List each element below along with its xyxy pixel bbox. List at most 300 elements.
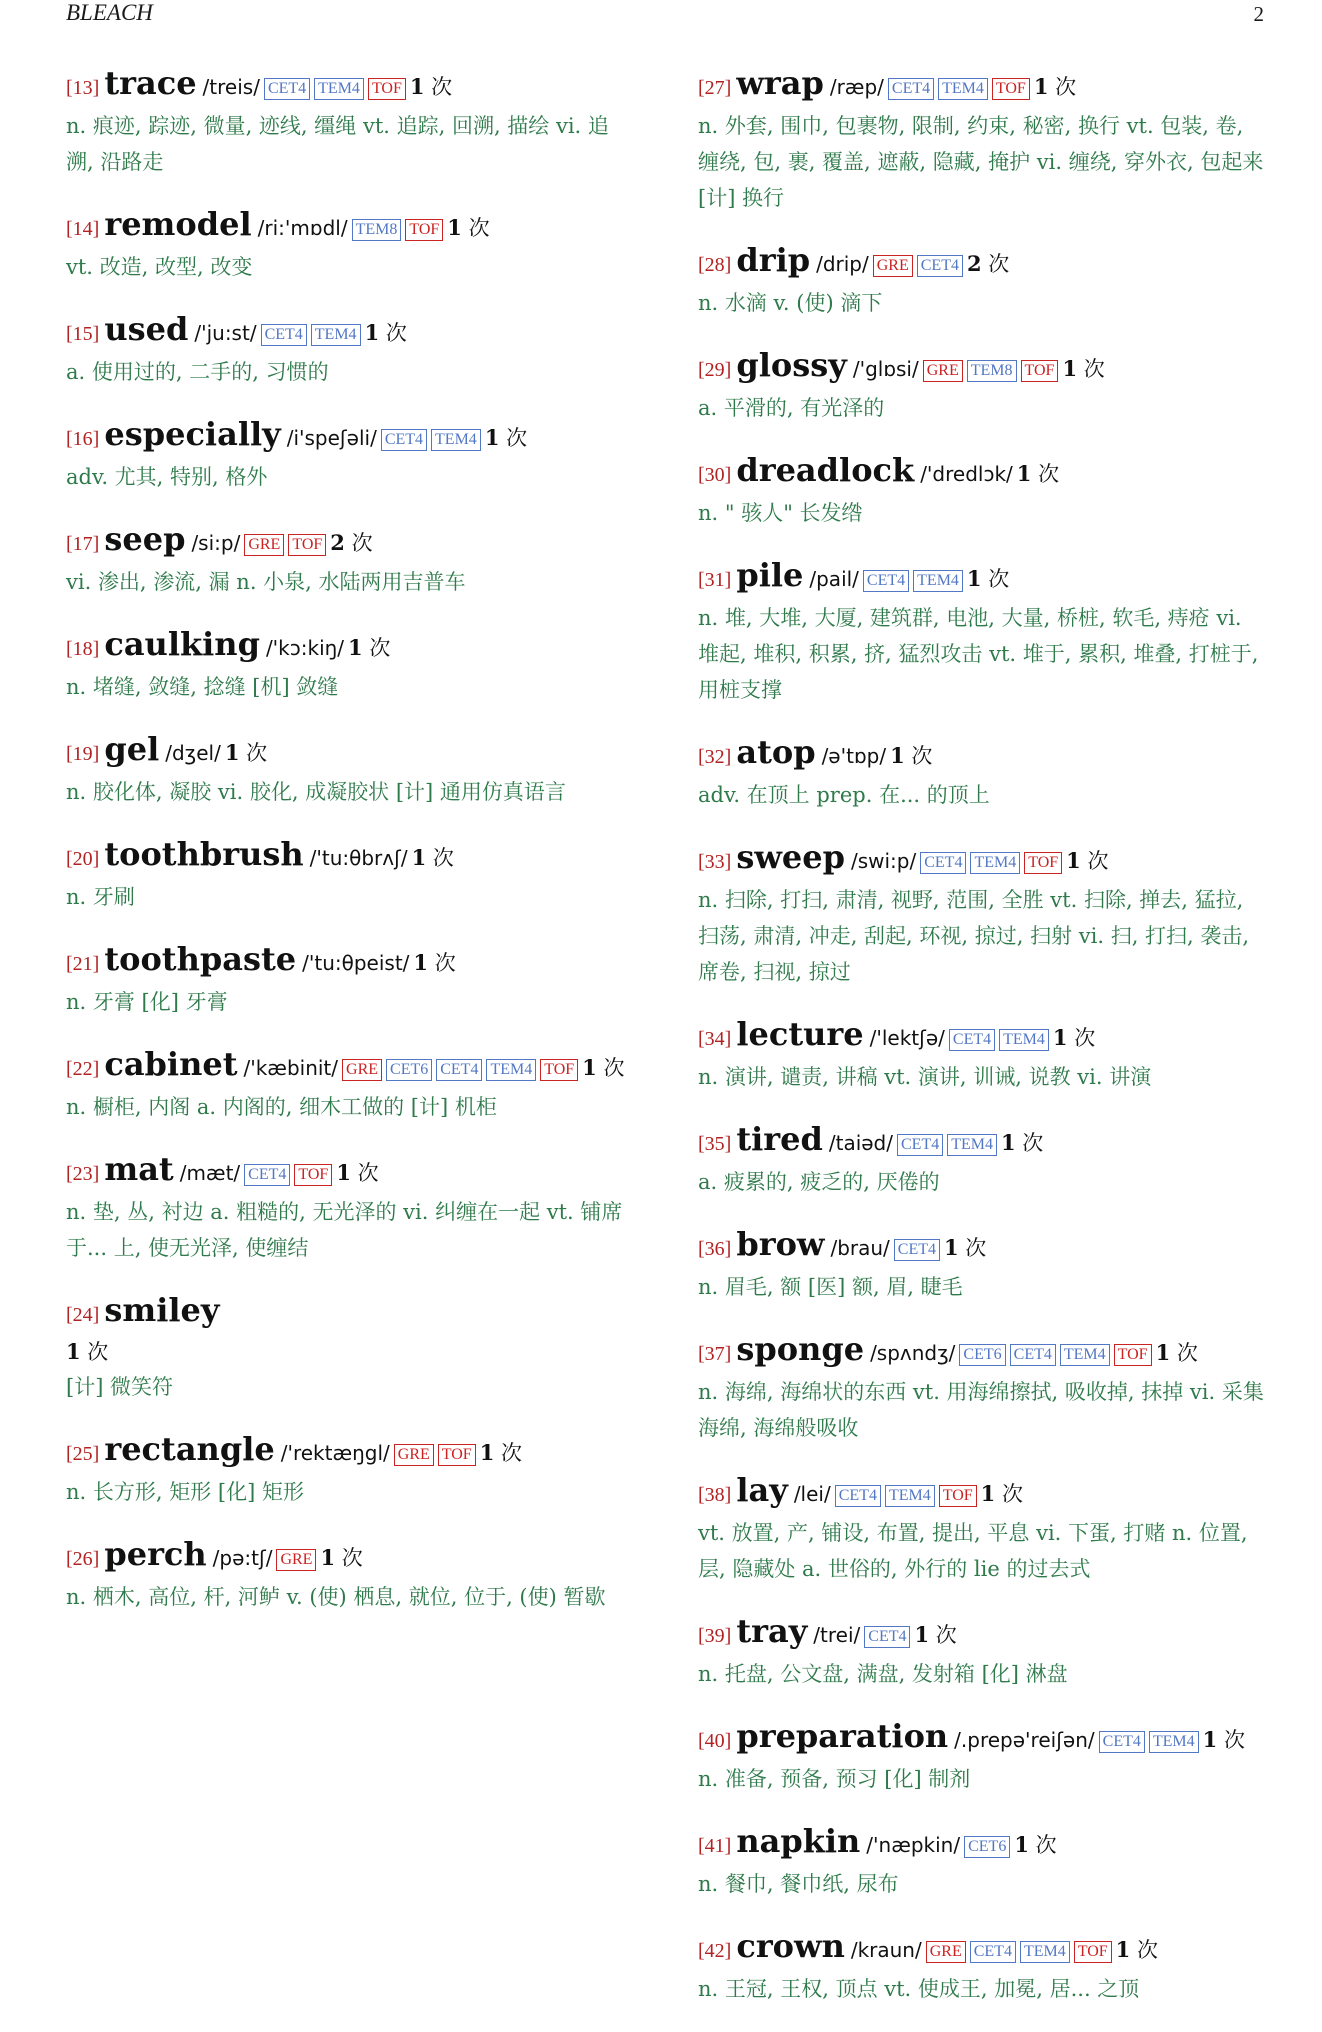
occurrence-number: 1	[1001, 1130, 1016, 1155]
headword: crown	[736, 1927, 845, 1965]
exam-tag: TOF	[405, 219, 443, 241]
occurrence-unit: 次	[344, 531, 373, 555]
entry-index: [17]	[66, 533, 100, 555]
occurrence-count	[348, 636, 390, 660]
exam-tag: TOF	[939, 1485, 977, 1507]
headword: used	[104, 310, 189, 348]
occurrence-number: 1	[966, 566, 982, 591]
exam-tags	[949, 1030, 1053, 1049]
occurrence-number: 2	[966, 251, 982, 276]
entry-index: [25]	[66, 1443, 100, 1465]
occurrence-count	[1156, 1341, 1198, 1365]
headword: drip	[736, 241, 811, 279]
occurrence-number: 1	[66, 1339, 81, 1364]
phonetic: /kraun/	[850, 1938, 922, 1962]
phonetic: /brau/	[830, 1236, 890, 1260]
exam-tag: TEM4	[311, 324, 361, 346]
exam-tag: GRE	[276, 1549, 316, 1571]
exam-tag: TEM4	[1149, 1731, 1199, 1753]
phonetic: /pail/	[809, 567, 859, 591]
definition: n. 扫除, 打扫, 肃清, 视野, 范围, 全胜 vt. 扫除, 掸去, 猛拉, 扫荡, 肃清, 冲走, 刮起, 环视, 掠过, 扫射 vi. 扫, 打扫, 袭击, 席卷, 扫视, 掠过	[698, 888, 1250, 984]
word-entry	[698, 64, 1268, 216]
phonetic: /mæt/	[179, 1161, 241, 1185]
exam-tag: CET4	[897, 1134, 943, 1156]
exam-tag: TOF	[1021, 360, 1059, 382]
exam-tag: CET4	[894, 1239, 940, 1261]
exam-tags	[863, 571, 967, 590]
exam-tags	[276, 1550, 320, 1569]
headword: remodel	[104, 205, 252, 243]
definition: a. 平滑的, 有光泽的	[698, 396, 885, 420]
headword: cabinet	[104, 1045, 238, 1083]
occurrence-number: 1	[1052, 1025, 1068, 1050]
word-entry	[66, 940, 636, 1020]
entry-headline	[66, 1430, 636, 1474]
entry-index: [30]	[698, 464, 732, 486]
occurrence-number: 1	[447, 215, 462, 240]
word-entry	[698, 1471, 1268, 1587]
exam-tag: CET6	[959, 1344, 1005, 1366]
occurrence-count	[336, 1161, 378, 1185]
entry-headline	[66, 310, 636, 354]
occurrence-count	[967, 252, 1009, 276]
headword: brow	[736, 1225, 825, 1263]
headword: sponge	[736, 1330, 865, 1368]
entry-index: [41]	[698, 1835, 732, 1857]
entry-headline	[698, 733, 1268, 777]
occurrence-unit: 次	[1217, 1728, 1245, 1752]
entry-headline	[66, 940, 636, 984]
word-entry	[698, 451, 1268, 531]
headword: caulking	[104, 625, 260, 663]
exam-tag: TEM4	[913, 570, 963, 592]
entry-headline	[698, 1927, 1268, 1971]
exam-tag: GRE	[394, 1444, 434, 1466]
phonetic: /'tu:θpeist/	[302, 951, 410, 975]
entry-index: [27]	[698, 77, 732, 99]
definition: n. 演讲, 谴责, 讲稿 vt. 演讲, 训诫, 说教 vi. 讲演	[698, 1065, 1152, 1089]
entry-index: [33]	[698, 851, 732, 873]
exam-tags	[959, 1345, 1155, 1364]
occurrence-number: 1	[1062, 356, 1078, 381]
exam-tag: CET4	[1010, 1344, 1056, 1366]
entry-headline	[698, 1717, 1268, 1761]
word-entry	[66, 520, 636, 600]
word-entry	[66, 1535, 636, 1615]
occurrence-number: 1	[914, 1622, 930, 1647]
entry-headline	[66, 625, 636, 669]
occurrence-number: 1	[1115, 1937, 1131, 1962]
occurrence-unit: 次	[1077, 357, 1105, 381]
phonetic: /'kæbinit/	[243, 1056, 339, 1080]
occurrence-count	[1001, 1131, 1043, 1155]
phonetic: /lei/	[793, 1482, 831, 1506]
phonetic: /pə:tʃ/	[212, 1546, 273, 1570]
word-entry	[698, 556, 1268, 708]
occurrence-unit: 次	[379, 321, 407, 345]
exam-tags	[342, 1060, 582, 1079]
definition: n. 牙膏 [化] 牙膏	[66, 990, 228, 1014]
exam-tag: CET4	[436, 1059, 482, 1081]
definition: n. 橱柜, 内阁 a. 内阁的, 细木工做的 [计] 机柜	[66, 1095, 497, 1119]
exam-tag: CET4	[244, 1164, 290, 1186]
occurrence-count	[485, 426, 527, 450]
headword: napkin	[736, 1822, 861, 1860]
definition: n. 堆, 大堆, 大厦, 建筑群, 电池, 大量, 桥桩, 软毛, 痔疮 vi. 堆起, 堆积, 积累, 挤, 猛烈攻击 vt. 堆于, 累积, 堆叠, 打桩于, 用桩支撑	[698, 606, 1259, 702]
entry-index: [18]	[66, 638, 100, 660]
headword: wrap	[736, 64, 824, 102]
phonetic: /'lektʃə/	[869, 1026, 945, 1050]
phonetic: /'ju:st/	[194, 321, 257, 345]
entry-index: [38]	[698, 1484, 732, 1506]
occurrence-number: 1	[364, 320, 380, 345]
exam-tag: TEM4	[938, 78, 988, 100]
occurrence-unit: 次	[596, 1056, 625, 1080]
occurrence-number: 1	[348, 635, 363, 660]
entry-headline	[698, 1822, 1268, 1866]
occurrence-count	[365, 321, 407, 345]
phonetic: /ræp/	[829, 75, 884, 99]
occurrence-number: 1	[336, 1160, 351, 1185]
exam-tag: GRE	[873, 255, 913, 277]
definition: n. 准备, 预备, 预习 [化] 制剂	[698, 1767, 971, 1791]
exam-tags	[244, 535, 330, 554]
exam-tags	[261, 325, 365, 344]
entry-index: [20]	[66, 848, 100, 870]
exam-tags	[897, 1135, 1001, 1154]
entry-headline	[66, 730, 636, 774]
occurrence-number: 1	[1014, 1832, 1029, 1857]
exam-tags	[264, 79, 410, 98]
occurrence-unit: 次	[904, 744, 933, 768]
occurrence-unit: 次	[80, 1340, 109, 1364]
definition: adv. 在顶上 prep. 在... 的顶上	[698, 783, 990, 807]
definition: vt. 改造, 改型, 改变	[66, 255, 253, 279]
phonetic: /'næpkin/	[866, 1833, 961, 1857]
occurrence-unit: 次	[1031, 462, 1060, 486]
entry-headline	[698, 1612, 1268, 1656]
exam-tag: CET4	[864, 1626, 910, 1648]
definition: n. 外套, 围巾, 包裹物, 限制, 约束, 秘密, 换行 vt. 包装, 卷, 缠绕, 包, 裹, 覆盖, 遮蔽, 隐藏, 掩护 vi. 缠绕, 穿外衣, 包起来 [计] 换行	[698, 114, 1264, 210]
exam-tag: TOF	[1074, 1941, 1112, 1963]
occurrence-number: 1	[413, 950, 429, 975]
definition: n. " 骇人" 长发绺	[698, 501, 863, 525]
entry-headline	[698, 838, 1268, 882]
entry-index: [35]	[698, 1133, 732, 1155]
headword: trace	[104, 64, 197, 102]
occurrence-count	[890, 744, 932, 768]
occurrence-number: 1	[582, 1055, 597, 1080]
exam-tag: CET4	[835, 1485, 881, 1507]
exam-tag: TEM4	[999, 1029, 1049, 1051]
phonetic: /'rektæŋgl/	[280, 1441, 390, 1465]
entry-headline	[698, 1015, 1268, 1059]
occurrence-unit: 次	[981, 252, 1010, 276]
exam-tags	[894, 1240, 944, 1259]
occurrence-unit: 次	[995, 1482, 1023, 1506]
entry-headline	[698, 346, 1268, 390]
occurrence-count	[914, 1623, 956, 1647]
definition: n. 栖木, 高位, 杆, 河鲈 v. (使) 栖息, 就位, 位于, (使) 暂歇	[66, 1585, 606, 1609]
exam-tags	[888, 79, 1034, 98]
phonetic: /dʒel/	[165, 741, 221, 765]
entry-index: [15]	[66, 323, 100, 345]
word-entry	[66, 415, 636, 495]
word-entry	[698, 1225, 1268, 1305]
page-header-title: BLEACH	[66, 0, 153, 25]
occurrence-unit: 次	[929, 1623, 957, 1647]
phonetic: /'kɔ:kiŋ/	[265, 636, 345, 660]
phonetic: /i'speʃəli/	[286, 426, 377, 450]
entry-headline	[66, 1535, 636, 1579]
exam-tag: TEM4	[314, 78, 364, 100]
occurrence-unit: 次	[1130, 1938, 1158, 1962]
headword: lecture	[736, 1015, 864, 1053]
exam-tag: GRE	[926, 1941, 966, 1963]
occurrence-unit: 次	[362, 636, 391, 660]
exam-tag: TEM4	[431, 429, 481, 451]
phonetic: /spʌndʒ/	[870, 1341, 956, 1365]
phonetic: /'dredlɔk/	[920, 462, 1013, 486]
occurrence-number: 1	[320, 1545, 336, 1570]
exam-tag: CET4	[970, 1941, 1016, 1963]
exam-tags	[923, 361, 1063, 380]
occurrence-count	[330, 531, 372, 555]
word-entry	[698, 838, 1268, 990]
page-number: 2	[1253, 2, 1264, 26]
headword: smiley	[104, 1291, 220, 1329]
occurrence-number: 1	[1066, 848, 1081, 873]
exam-tags	[352, 220, 448, 239]
occurrence-number: 1	[1155, 1340, 1171, 1365]
left-column	[66, 64, 636, 1640]
definition: n. 垫, 丛, 衬边 a. 粗糙的, 无光泽的 vi. 纠缠在一起 vt. 铺席于... 上, 使无光泽, 使缠结	[66, 1200, 623, 1260]
headword: pile	[736, 556, 804, 594]
word-entry	[698, 1822, 1268, 1902]
word-entry	[66, 1430, 636, 1510]
word-entry	[698, 733, 1268, 813]
entry-headline	[66, 1150, 636, 1194]
exam-tag: TOF	[1024, 852, 1062, 874]
exam-tag: CET4	[888, 78, 934, 100]
occurrence-number: 1	[411, 845, 427, 870]
occurrence-unit: 次	[1048, 75, 1077, 99]
headword: lay	[736, 1471, 788, 1509]
definition: adv. 尤其, 特别, 格外	[66, 465, 268, 489]
occurrence-unit: 次	[1080, 849, 1109, 873]
entry-headline	[66, 415, 636, 459]
occurrence-unit: 次	[499, 426, 528, 450]
exam-tag: CET4	[381, 429, 427, 451]
occurrence-count	[1203, 1728, 1245, 1752]
word-entry	[698, 1717, 1268, 1797]
exam-tag: TOF	[294, 1164, 332, 1186]
occurrence-unit: 次	[350, 1161, 379, 1185]
word-entry	[66, 1045, 636, 1125]
word-entry	[66, 625, 636, 705]
occurrence-number: 1	[484, 425, 500, 450]
exam-tag: CET4	[917, 255, 963, 277]
headword: sweep	[736, 838, 845, 876]
definition: n. 王冠, 王权, 顶点 vt. 使成王, 加冕, 居... 之顶	[698, 1977, 1140, 2001]
entry-index: [42]	[698, 1940, 732, 1962]
word-entry	[698, 241, 1268, 321]
exam-tag: TOF	[438, 1444, 476, 1466]
phonetic: /si:p/	[191, 531, 241, 555]
occurrence-count	[412, 846, 454, 870]
exam-tag: CET6	[386, 1059, 432, 1081]
exam-tag: TOF	[992, 78, 1030, 100]
occurrence-count	[320, 1546, 362, 1570]
occurrence-count	[944, 1236, 986, 1260]
exam-tag: CET4	[920, 852, 966, 874]
entry-headline	[66, 835, 636, 879]
entry-headline	[66, 1291, 636, 1369]
occurrence-unit: 次	[1015, 1131, 1044, 1155]
occurrence-number: 1	[890, 743, 905, 768]
exam-tag: CET4	[949, 1029, 995, 1051]
word-entry	[66, 1291, 636, 1405]
word-entry	[66, 730, 636, 810]
word-entry	[66, 1150, 636, 1266]
phonetic: /ri:'mɒdl/	[257, 216, 348, 240]
entry-headline	[698, 1120, 1268, 1164]
word-entry	[66, 205, 636, 285]
exam-tags	[394, 1445, 480, 1464]
definition: n. 水滴 v. (使) 滴下	[698, 291, 883, 315]
occurrence-unit: 次	[1170, 1341, 1198, 1365]
occurrence-unit: 次	[428, 951, 456, 975]
occurrence-count	[967, 567, 1009, 591]
occurrence-count	[66, 1335, 636, 1369]
phonetic: /swi:p/	[850, 849, 917, 873]
headword: seep	[104, 520, 186, 558]
phonetic: /trei/	[813, 1623, 861, 1647]
occurrence-count	[480, 1441, 522, 1465]
phonetic: /'glɒsi/	[852, 357, 919, 381]
occurrence-count	[1017, 462, 1059, 486]
word-entry	[698, 1015, 1268, 1095]
exam-tags	[864, 1627, 914, 1646]
word-entry	[698, 346, 1268, 426]
definition: a. 使用过的, 二手的, 习惯的	[66, 360, 329, 384]
exam-tag: CET4	[261, 324, 307, 346]
entry-index: [19]	[66, 743, 100, 765]
exam-tag: CET4	[863, 570, 909, 592]
word-entry	[66, 835, 636, 915]
entry-index: [14]	[66, 218, 100, 240]
word-entry	[66, 64, 636, 180]
exam-tag: TOF	[540, 1059, 578, 1081]
occurrence-number: 1	[409, 74, 425, 99]
headword: tired	[736, 1120, 823, 1158]
exam-tag: TOF	[1114, 1344, 1152, 1366]
occurrence-count	[413, 951, 455, 975]
definition: n. 牙刷	[66, 885, 135, 909]
headword: gel	[104, 730, 160, 768]
entry-index: [31]	[698, 569, 732, 591]
occurrence-count	[1034, 75, 1076, 99]
occurrence-count	[1053, 1026, 1095, 1050]
definition: n. 餐巾, 餐巾纸, 尿布	[698, 1872, 899, 1896]
definition: n. 眉毛, 额 [医] 额, 眉, 睫毛	[698, 1275, 963, 1299]
word-entry	[698, 1330, 1268, 1446]
definition: n. 痕迹, 踪迹, 微量, 迹线, 缰绳 vt. 追踪, 回溯, 描绘 vi. 追溯, 沿路走	[66, 114, 609, 174]
exam-tag: GRE	[342, 1059, 382, 1081]
occurrence-number: 1	[224, 740, 240, 765]
phonetic: /treis/	[202, 75, 260, 99]
occurrence-count	[225, 741, 267, 765]
occurrence-count	[410, 75, 452, 99]
entry-index: [36]	[698, 1238, 732, 1260]
entry-index: [13]	[66, 77, 100, 99]
occurrence-unit: 次	[981, 567, 1010, 591]
occurrence-count	[1014, 1833, 1056, 1857]
phonetic: /ə'tɒp/	[821, 744, 887, 768]
headword: toothbrush	[104, 835, 304, 873]
headword: glossy	[736, 346, 847, 384]
occurrence-count	[1062, 357, 1104, 381]
phonetic: /'tu:θbrʌʃ/	[309, 846, 408, 870]
headword: preparation	[736, 1717, 949, 1755]
exam-tags	[873, 256, 967, 275]
entry-index: [16]	[66, 428, 100, 450]
headword: dreadlock	[736, 451, 915, 489]
occurrence-number: 1	[1033, 74, 1049, 99]
entry-headline	[698, 64, 1268, 108]
exam-tag: GRE	[244, 534, 284, 556]
entry-index: [28]	[698, 254, 732, 276]
entry-index: [21]	[66, 953, 100, 975]
occurrence-unit: 次	[1067, 1026, 1096, 1050]
entry-index: [26]	[66, 1548, 100, 1570]
occurrence-count	[981, 1482, 1023, 1506]
occurrence-number: 1	[944, 1235, 959, 1260]
occurrence-unit: 次	[494, 1441, 523, 1465]
exam-tag: TEM8	[967, 360, 1017, 382]
occurrence-number: 1	[479, 1440, 495, 1465]
exam-tags	[835, 1486, 981, 1505]
definition: n. 托盘, 公文盘, 满盘, 发射箱 [化] 淋盘	[698, 1662, 1068, 1686]
headword: tray	[736, 1612, 808, 1650]
headword: perch	[104, 1535, 207, 1573]
occurrence-unit: 次	[335, 1546, 363, 1570]
entry-index: [32]	[698, 746, 732, 768]
occurrence-number: 1	[1016, 461, 1032, 486]
exam-tag: TEM4	[1020, 1941, 1070, 1963]
exam-tags	[1099, 1732, 1203, 1751]
occurrence-unit: 次	[424, 75, 453, 99]
entry-headline	[66, 520, 636, 564]
occurrence-unit: 次	[1028, 1833, 1057, 1857]
exam-tag: TEM4	[486, 1059, 536, 1081]
exam-tag: CET6	[964, 1836, 1010, 1858]
definition: n. 堵缝, 敛缝, 捻缝 [机] 敛缝	[66, 675, 339, 699]
definition: vi. 渗出, 渗流, 漏 n. 小泉, 水陆两用吉普车	[66, 570, 466, 594]
word-entry	[698, 1927, 1268, 2007]
exam-tag: TOF	[288, 534, 326, 556]
headword: especially	[104, 415, 281, 453]
definition: n. 海绵, 海绵状的东西 vt. 用海绵擦拭, 吸收掉, 抹掉 vi. 采集海绵, 海绵般吸收	[698, 1380, 1264, 1440]
exam-tags	[381, 430, 485, 449]
word-entry	[698, 1120, 1268, 1200]
phonetic: /taiəd/	[828, 1131, 893, 1155]
occurrence-number: 2	[330, 530, 345, 555]
exam-tag: CET4	[1099, 1731, 1145, 1753]
entry-index: [24]	[66, 1304, 100, 1326]
entry-index: [40]	[698, 1730, 732, 1752]
headword: toothpaste	[104, 940, 297, 978]
